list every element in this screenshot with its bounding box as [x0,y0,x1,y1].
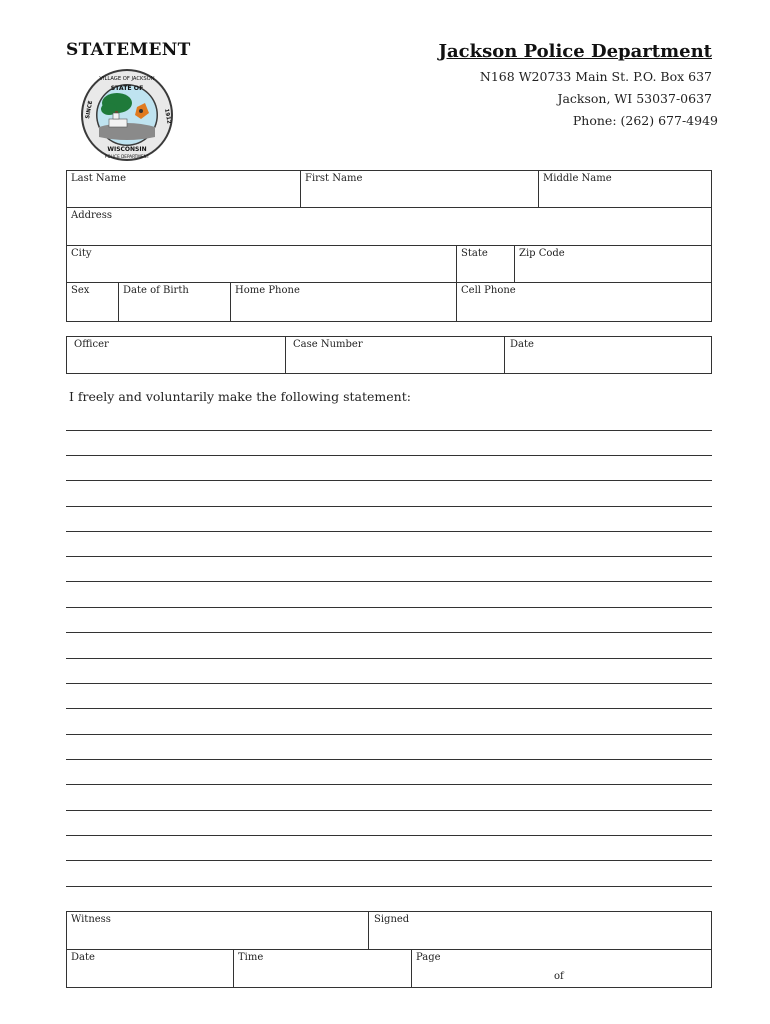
signed-field[interactable] [369,912,711,949]
statement-line[interactable] [66,886,712,887]
cell-phone-field[interactable] [457,283,711,321]
signature-table [66,911,712,988]
statement-line[interactable] [66,632,712,633]
middle-name-field[interactable] [539,171,711,207]
sex-label: Sex [71,285,90,296]
statement-line[interactable] [66,784,712,785]
statement-line[interactable] [66,531,712,532]
case-date-field[interactable] [505,337,711,373]
statement-line[interactable] [66,708,712,709]
statement-line[interactable] [66,506,712,507]
statement-line[interactable] [66,759,712,760]
home-phone-field[interactable] [231,283,456,321]
signed-label: Signed [374,914,410,925]
city-field[interactable] [67,246,456,282]
statement-line[interactable] [66,734,712,735]
address-line-1: N168 W20733 Main St. P.O. Box 637 [479,69,712,84]
zip-code-label: Zip Code [519,248,565,259]
state-field[interactable] [457,246,514,282]
seal-dept-text: POLICE DEPARTMENT [104,154,150,159]
date-of-birth-field[interactable] [119,283,230,321]
statement-line[interactable] [66,455,712,456]
statement-line[interactable] [66,683,712,684]
last-name-field[interactable] [67,171,300,207]
address-label: Address [71,210,112,221]
case-info-table [66,336,712,374]
statement-line[interactable] [66,581,712,582]
personal-info-table [66,170,712,322]
police-seal-logo [79,67,175,163]
first-name-label: First Name [305,173,363,184]
statement-line[interactable] [66,480,712,481]
address-line-2: Jackson, WI 53037-0637 [557,91,712,106]
statement-line[interactable] [66,430,712,431]
cell-phone-label: Cell Phone [461,285,516,296]
time-field[interactable] [234,950,411,987]
middle-name-label: Middle Name [543,173,612,184]
footer-date-field[interactable] [67,950,233,987]
home-phone-label: Home Phone [235,285,300,296]
witness-label: Witness [71,914,111,925]
seal-state-text: STATE OF [110,85,144,92]
address-field[interactable] [67,208,711,245]
zip-code-field[interactable] [515,246,711,282]
statement-line[interactable] [66,607,712,608]
department-name: Jackson Police Department [438,41,712,62]
state-label: State [461,248,488,259]
statement-line[interactable] [66,810,712,811]
last-name-label: Last Name [71,173,127,184]
seal-bottom-text: WISCONSIN [107,146,147,153]
page-of-label: of [554,971,564,982]
page-label: Page [416,952,441,963]
statement-line[interactable] [66,658,712,659]
statement-prompt: I freely and voluntarily make the following statement: [69,389,411,404]
page-field[interactable] [412,950,711,987]
statement-line[interactable] [66,860,712,861]
time-label: Time [238,952,264,963]
statement-line[interactable] [66,556,712,557]
date-of-birth-label: Date of Birth [123,285,189,296]
footer-date-label: Date [71,952,95,963]
case-date-label: Date [510,339,534,350]
case-number-label: Case Number [293,339,363,350]
case-number-field[interactable] [286,337,504,373]
witness-field[interactable] [67,912,368,949]
seal-year-text: 1912 [163,108,172,125]
sex-field[interactable] [67,283,118,321]
seal-since-text: SINCE [85,100,95,120]
city-label: City [71,248,92,259]
document-title: STATEMENT [66,40,191,60]
officer-field[interactable] [67,337,285,373]
first-name-field[interactable] [301,171,538,207]
officer-label: Officer [74,339,109,350]
seal-top-text: VILLAGE OF JACKSON [99,76,155,82]
phone-number: Phone: (262) 677-4949 [572,113,718,128]
statement-line[interactable] [66,835,712,836]
